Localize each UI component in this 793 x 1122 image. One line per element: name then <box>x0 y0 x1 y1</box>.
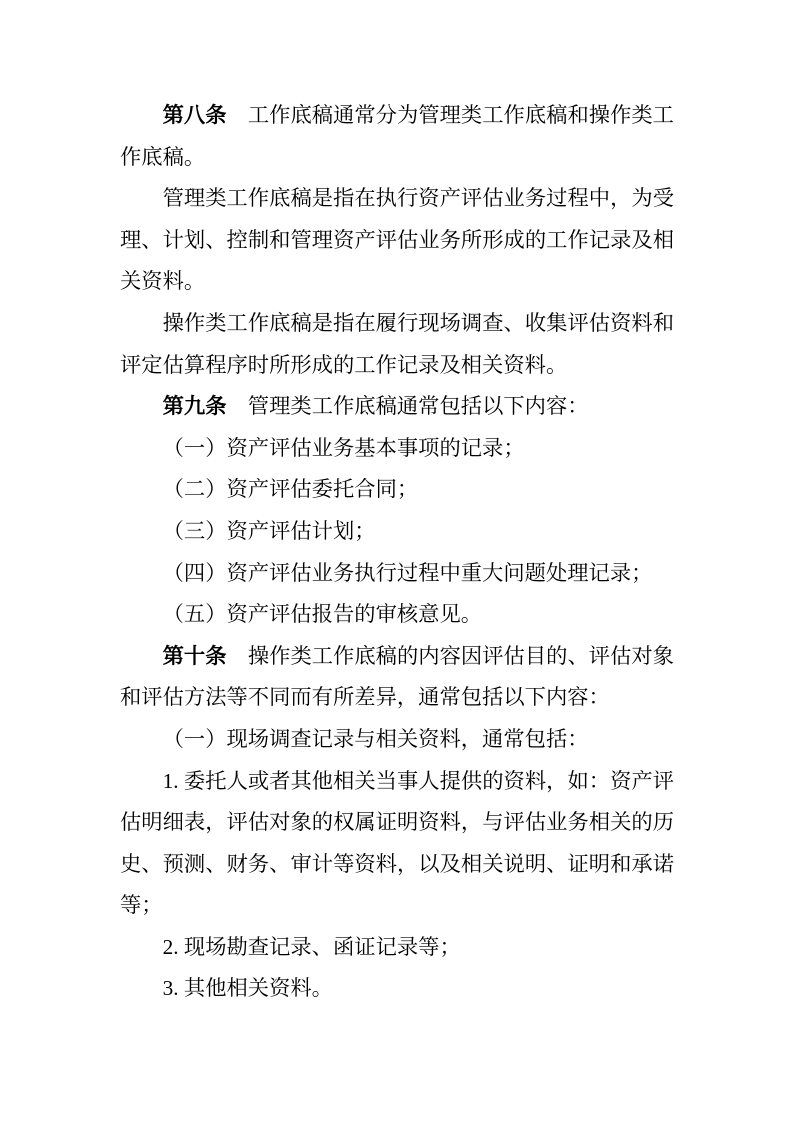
paragraph <box>120 469 674 511</box>
paragraph <box>120 761 674 927</box>
paragraph-text: （二）资产评估委托合同； <box>162 477 419 502</box>
article-number: 第八条 <box>162 103 227 127</box>
paragraph <box>120 428 674 470</box>
paragraph-text: 3. 其他相关资料。 <box>162 976 333 1001</box>
paragraph <box>120 95 674 178</box>
paragraph-text: 管理类工作底稿通常包括以下内容： <box>247 394 589 419</box>
paragraph-text: （五）资产评估报告的审核意见。 <box>162 602 483 627</box>
paragraph <box>120 636 674 719</box>
article-number: 第十条 <box>162 643 227 668</box>
paragraph <box>120 553 674 595</box>
paragraph <box>120 386 674 428</box>
paragraph <box>120 511 674 553</box>
paragraph-text: 操作类工作底稿是指在履行现场调查、收集评估资料和评定估算程序时所形成的工作记录及相关资料。 <box>120 310 674 377</box>
document-body <box>120 95 674 1010</box>
paragraph-text: 操作类工作底稿的内容因评估目的、评估对象和评估方法等不同而有所差异，通常包括以下内容： <box>120 643 674 710</box>
paragraph-text: 2. 现场勘查记录、函证记录等； <box>162 934 461 959</box>
paragraph <box>120 968 674 1010</box>
paragraph-text: （一）现场调查记录与相关资料，通常包括： <box>162 726 589 751</box>
paragraph <box>120 303 674 386</box>
paragraph <box>120 594 674 636</box>
paragraph <box>120 178 674 303</box>
paragraph <box>120 927 674 969</box>
paragraph-text: （一）资产评估业务基本事项的记录； <box>162 435 525 460</box>
paragraph-text: （四）资产评估业务执行过程中重大问题处理记录； <box>162 560 653 585</box>
paragraph-text: 1. 委托人或者其他相关当事人提供的资料，如：资产评估明细表，评估对象的权属证明资料，与评估业务相关的历史、预测、财务、审计等资料，以及相关说明、证明和承诺等； <box>120 768 674 918</box>
paragraph-text: 管理类工作底稿是指在执行资产评估业务过程中，为受理、计划、控制和管理资产评估业务所形成的工作记录及相关资料。 <box>120 186 674 294</box>
paragraph-text: （三）资产评估计划； <box>162 518 376 543</box>
paragraph <box>120 719 674 761</box>
paragraph-text: 工作底稿通常分为管理类工作底稿和操作类工作底稿。 <box>120 103 674 169</box>
article-number: 第九条 <box>162 394 227 419</box>
